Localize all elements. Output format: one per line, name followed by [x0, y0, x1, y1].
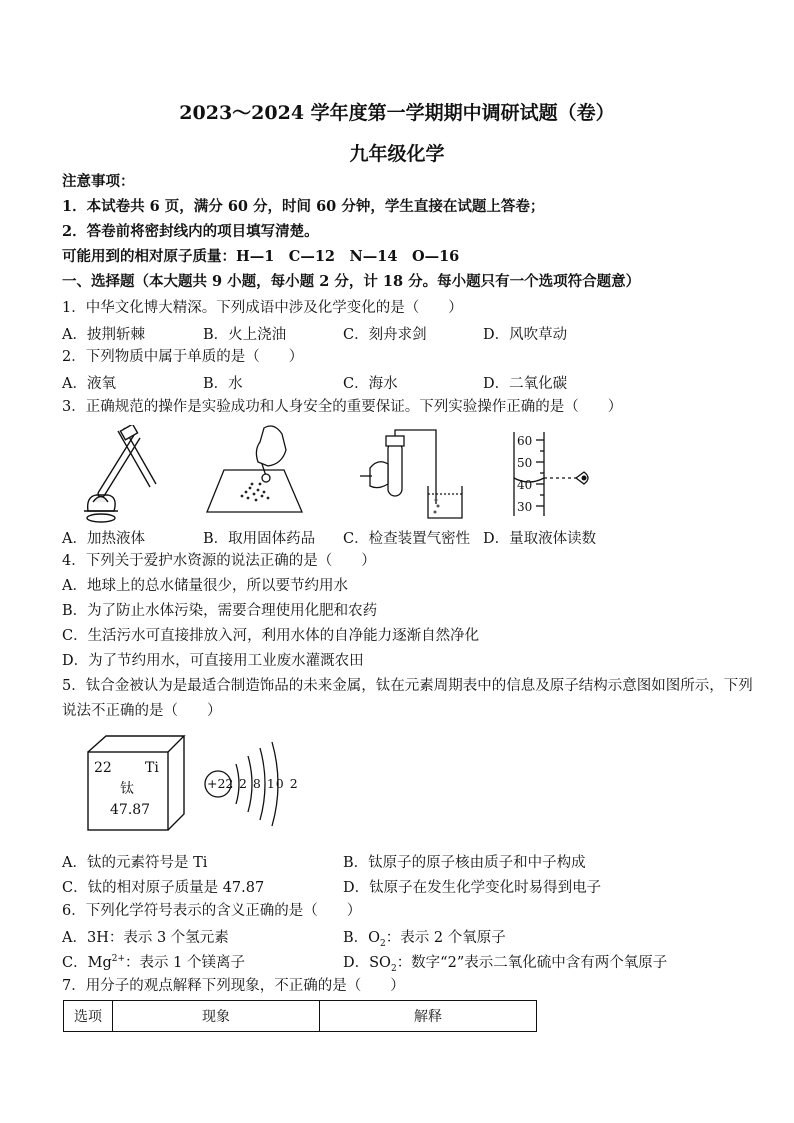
- header-phenomenon: 现象: [113, 1001, 320, 1032]
- header-explanation: 解释: [320, 1001, 537, 1032]
- solid-powder-figure: [202, 420, 312, 520]
- q4-option-a[interactable]: A．地球上的总水储量很少，所以要节约用水: [62, 578, 348, 594]
- airtightness-figure: [350, 428, 470, 523]
- q1-option-b[interactable]: B．火上浇油: [203, 327, 287, 343]
- q1-option-d[interactable]: D．风吹草动: [483, 327, 568, 343]
- element-cell-figure: [82, 734, 192, 834]
- tick-label-40: 40: [517, 478, 533, 492]
- q3-option-c[interactable]: C．检查装置气密性: [343, 531, 471, 547]
- q5-option-b[interactable]: B．钛原子的原子核由质子和中子构成: [343, 855, 586, 871]
- q6-option-c[interactable]: [62, 951, 245, 972]
- q6-option-d[interactable]: [343, 951, 667, 974]
- q6-d-meaning: ：数字“2”表示二氧化硫中含有两个氧原子: [396, 955, 668, 971]
- q4-stem: 4．下列关于爱护水资源的说法正确的是（ ）: [62, 553, 376, 569]
- table-header-row: [64, 1001, 537, 1032]
- q7-table: [63, 1000, 537, 1032]
- q1-option-c[interactable]: C．刻舟求剑: [343, 327, 427, 343]
- q5-option-c[interactable]: C．钛的相对原子质量是 47.87: [62, 880, 265, 896]
- q6-b-formula: B．O: [343, 930, 381, 946]
- q3-option-a[interactable]: A．加热液体: [62, 531, 145, 547]
- q6-option-b[interactable]: [343, 926, 506, 949]
- atom-nucleus-charge: +22: [207, 776, 234, 791]
- element-symbol: Ti: [145, 760, 159, 776]
- q1-option-a[interactable]: A．披荆斩棘: [62, 327, 145, 343]
- q6-c-meaning: ：表示 1 个镁离子: [125, 955, 245, 971]
- q5-stem-line1: 5．钛合金被认为是最适合制造饰品的未来金属，钛在元素周期表中的信息及原子结构示意图如图所示，下列: [62, 678, 753, 694]
- q1-stem: 1．中华文化博大精深。下列成语中涉及化学变化的是（ ）: [62, 300, 463, 316]
- q4-option-d[interactable]: D．为了节约用水，可直接用工业废水灌溉农田: [62, 653, 364, 669]
- heating-liquid-figure: [68, 425, 168, 525]
- q3-option-b[interactable]: B．取用固体药品: [203, 531, 316, 547]
- element-atomic-number: 22: [94, 760, 112, 776]
- q6-b-subscript: 2: [380, 938, 386, 949]
- q2-option-d[interactable]: D．二氧化碳: [483, 376, 568, 392]
- q6-d-formula: D．SO: [343, 955, 391, 971]
- exam-title: 2023～2024 学年度第一学期期中调研试题（卷）: [179, 102, 615, 124]
- q5-option-a[interactable]: A．钛的元素符号是 Ti: [62, 855, 208, 871]
- tick-label-30: 30: [517, 500, 533, 514]
- atomic-mass-line: 可能用到的相对原子质量：H—1 C—12 N—14 O—16: [62, 248, 460, 265]
- section-heading: 一、选择题（本大题共 9 小题，每小题 2 分，计 18 分。每小题只有一个选项符合题意）: [62, 273, 641, 290]
- note-2: 2．答卷前将密封线内的项目填写清楚。: [62, 223, 319, 240]
- q4-option-b[interactable]: B．为了防止水体污染，需要合理使用化肥和农药: [62, 603, 378, 619]
- q2-option-c[interactable]: C．海水: [343, 376, 398, 392]
- q6-stem: 6．下列化学符号表示的含义正确的是（ ）: [62, 903, 362, 919]
- notes-heading: 注意事项：: [62, 173, 135, 190]
- q3-option-d[interactable]: D．量取液体读数: [483, 531, 597, 547]
- tick-label-60: 60: [517, 434, 533, 448]
- q4-option-c[interactable]: C．生活污水可直接排放入河，利用水体的自净能力逐渐自然净化: [62, 628, 480, 644]
- q2-option-a[interactable]: A．液氧: [62, 376, 116, 392]
- exam-subtitle: 九年级化学: [349, 143, 445, 165]
- q3-stem: 3．正确规范的操作是实验成功和人身安全的重要保证。下列实验操作正确的是（ ）: [62, 399, 623, 415]
- element-mass: 47.87: [110, 802, 151, 818]
- note-1: 1．本试卷共 6 页，满分 60 分，时间 60 分钟，学生直接在试题上答卷；: [62, 198, 545, 215]
- header-option: 选项: [64, 1001, 113, 1032]
- q7-stem: 7．用分子的观点解释下列现象，不正确的是（ ）: [62, 978, 405, 994]
- q5-stem-line2: 说法不正确的是（ ）: [62, 703, 222, 719]
- q6-c-superscript: 2+: [111, 954, 126, 965]
- tick-label-50: 50: [517, 456, 533, 470]
- q6-b-meaning: ：表示 2 个氧原子: [385, 930, 506, 946]
- q2-option-b[interactable]: B．水: [203, 376, 243, 392]
- q2-stem: 2．下列物质中属于单质的是（ ）: [62, 349, 304, 365]
- q6-option-a[interactable]: A．3H：表示 3 个氢元素: [62, 930, 229, 946]
- element-name: 钛: [120, 781, 134, 797]
- q5-option-d[interactable]: D．钛原子在发生化学变化时易得到电子: [343, 880, 602, 896]
- q6-d-subscript: 2: [390, 963, 397, 974]
- atom-shell-electrons: 2 8 10 2: [239, 776, 299, 791]
- q6-c-formula: C．Mg: [62, 955, 112, 971]
